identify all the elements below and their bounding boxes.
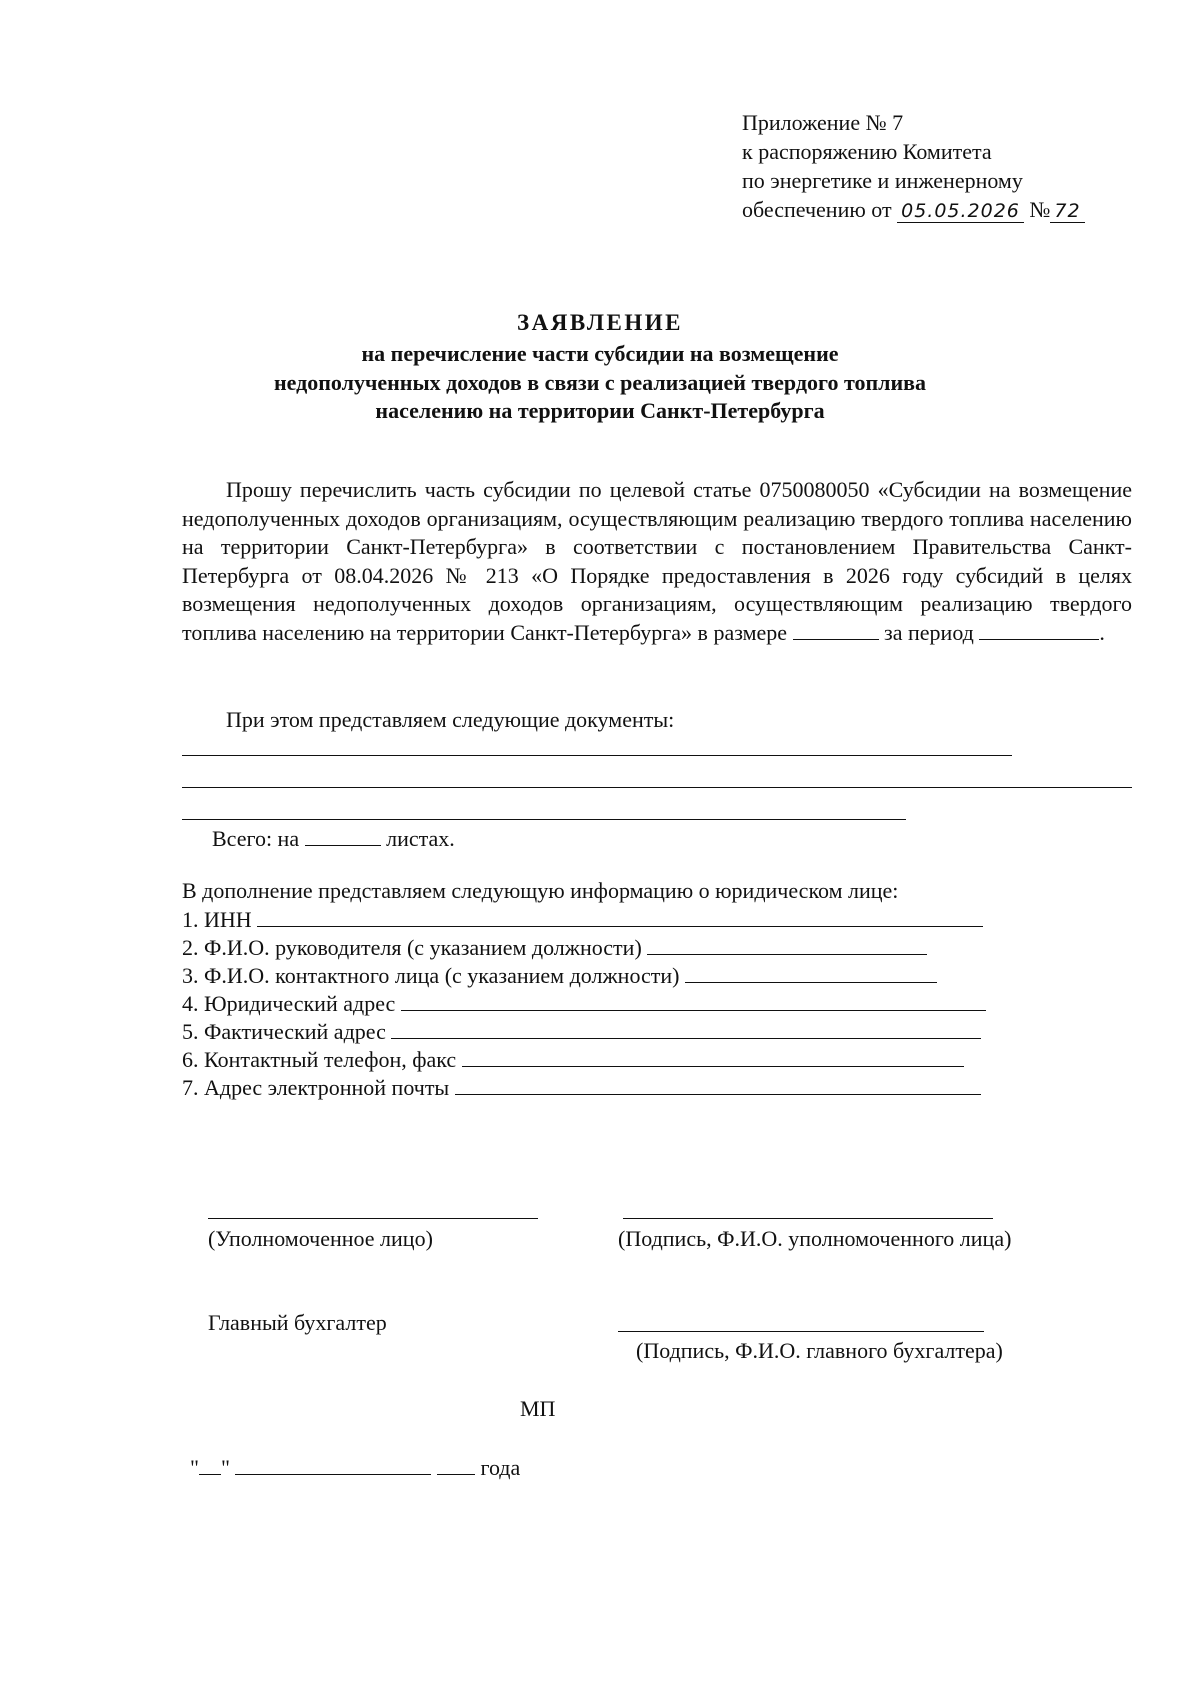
documents-line-1[interactable]: [182, 755, 1012, 756]
field-director: [182, 934, 927, 961]
amount-blank[interactable]: [793, 619, 879, 640]
field-legal-address-label: 4. Юридический адрес: [182, 991, 396, 1016]
field-inn-blank[interactable]: [257, 906, 983, 927]
field-email-blank[interactable]: [455, 1074, 981, 1095]
documents-line-3[interactable]: [182, 819, 906, 820]
total-prefix: Всего: на: [212, 826, 300, 851]
legal-entity-intro: В дополнение представляем следующую информацию о юридическом лице:: [182, 878, 899, 903]
appendix-date-prefix: обеспечению от: [742, 197, 892, 222]
appendix-line-4: [742, 195, 1085, 224]
chief-signature-line[interactable]: [618, 1331, 984, 1332]
authorized-signature-caption: (Подпись, Ф.И.О. уполномоченного лица): [618, 1226, 1012, 1251]
appendix-line-3: по энергетике и инженерному: [742, 168, 1023, 193]
request-paragraph: [182, 476, 1132, 648]
documents-intro: При этом представляем следующие документы:: [226, 707, 675, 732]
total-sheets-row: [212, 825, 455, 852]
appendix-line-2: к распоряжению Комитета: [742, 139, 992, 164]
handwritten-number: 72: [1050, 200, 1084, 223]
handwritten-date: 05.05.2026: [897, 200, 1024, 223]
field-contact-person-label: 3. Ф.И.О. контактного лица (с указанием должности): [182, 963, 680, 988]
authorized-person-line[interactable]: [208, 1218, 538, 1219]
subtitle-line-1: на перечисление части субсидии на возмещение: [361, 341, 839, 366]
chief-accountant-label: Главный бухгалтер: [208, 1310, 387, 1335]
sheets-count-blank[interactable]: [305, 825, 381, 846]
authorized-person-caption: (Уполномоченное лицо): [208, 1226, 433, 1251]
field-inn: [182, 906, 983, 933]
request-text: Прошу перечислить часть субсидии по целевой статье 0750080050 «Субсидии на возмещение недополученных доходов организациям, осуществляющим реализацию твердого топлива населению на территории Санкт-Петербурга» в соответствии с постановлением Правительства Санкт-Петербурга от 08.04.2026 № 213 «О Порядке предоставления в 2026 году субсидий в целях возмещения недополученных доходов организациям, осуществляющим реализацию твердого топлива населению на территории Санкт-Петербурга» в размере: [182, 477, 1132, 645]
chief-signature-caption: (Подпись, Ф.И.О. главного бухгалтера): [636, 1338, 1003, 1363]
field-inn-label: 1. ИНН: [182, 907, 252, 932]
field-phone-fax-blank[interactable]: [462, 1046, 964, 1067]
date-year-blank[interactable]: [437, 1454, 475, 1475]
field-actual-address-label: 5. Фактический адрес: [182, 1019, 386, 1044]
field-email-label: 7. Адрес электронной почты: [182, 1075, 450, 1100]
total-suffix: листах.: [386, 826, 455, 851]
subtitle-line-3: населению на территории Санкт-Петербурга: [375, 398, 825, 423]
documents-line-2[interactable]: [182, 787, 1132, 788]
field-legal-address: [182, 990, 986, 1017]
date-quote-close: ": [220, 1455, 230, 1480]
field-phone-fax: [182, 1046, 964, 1073]
appendix-block: [742, 108, 1085, 224]
field-email: [182, 1074, 981, 1101]
field-actual-address-blank[interactable]: [391, 1018, 981, 1039]
field-contact-person-blank[interactable]: [685, 962, 937, 983]
field-actual-address: [182, 1018, 981, 1045]
date-month-blank[interactable]: [235, 1454, 431, 1475]
appendix-number: Приложение № 7: [742, 110, 904, 135]
date-row: [190, 1454, 520, 1481]
field-legal-address-blank[interactable]: [401, 990, 986, 1011]
period-end: .: [1099, 619, 1105, 645]
authorized-signature-line[interactable]: [623, 1218, 993, 1219]
date-day-blank[interactable]: [199, 1454, 221, 1475]
period-blank[interactable]: [979, 619, 1099, 640]
field-director-blank[interactable]: [647, 934, 927, 955]
period-label: за период: [884, 619, 974, 645]
date-quote-open: ": [190, 1455, 199, 1480]
field-director-label: 2. Ф.И.О. руководителя (с указанием должности): [182, 935, 642, 960]
field-phone-fax-label: 6. Контактный телефон, факс: [182, 1047, 457, 1072]
number-sign: №: [1029, 197, 1051, 222]
subtitle-line-2: недополученных доходов в связи с реализацией твердого топлива: [273, 369, 927, 395]
document-title: ЗАЯВЛЕНИЕ: [517, 310, 683, 335]
stamp-place: МП: [520, 1396, 556, 1421]
field-contact-person: [182, 962, 937, 989]
document-subtitle: [0, 340, 1200, 426]
year-word: года: [480, 1455, 521, 1480]
